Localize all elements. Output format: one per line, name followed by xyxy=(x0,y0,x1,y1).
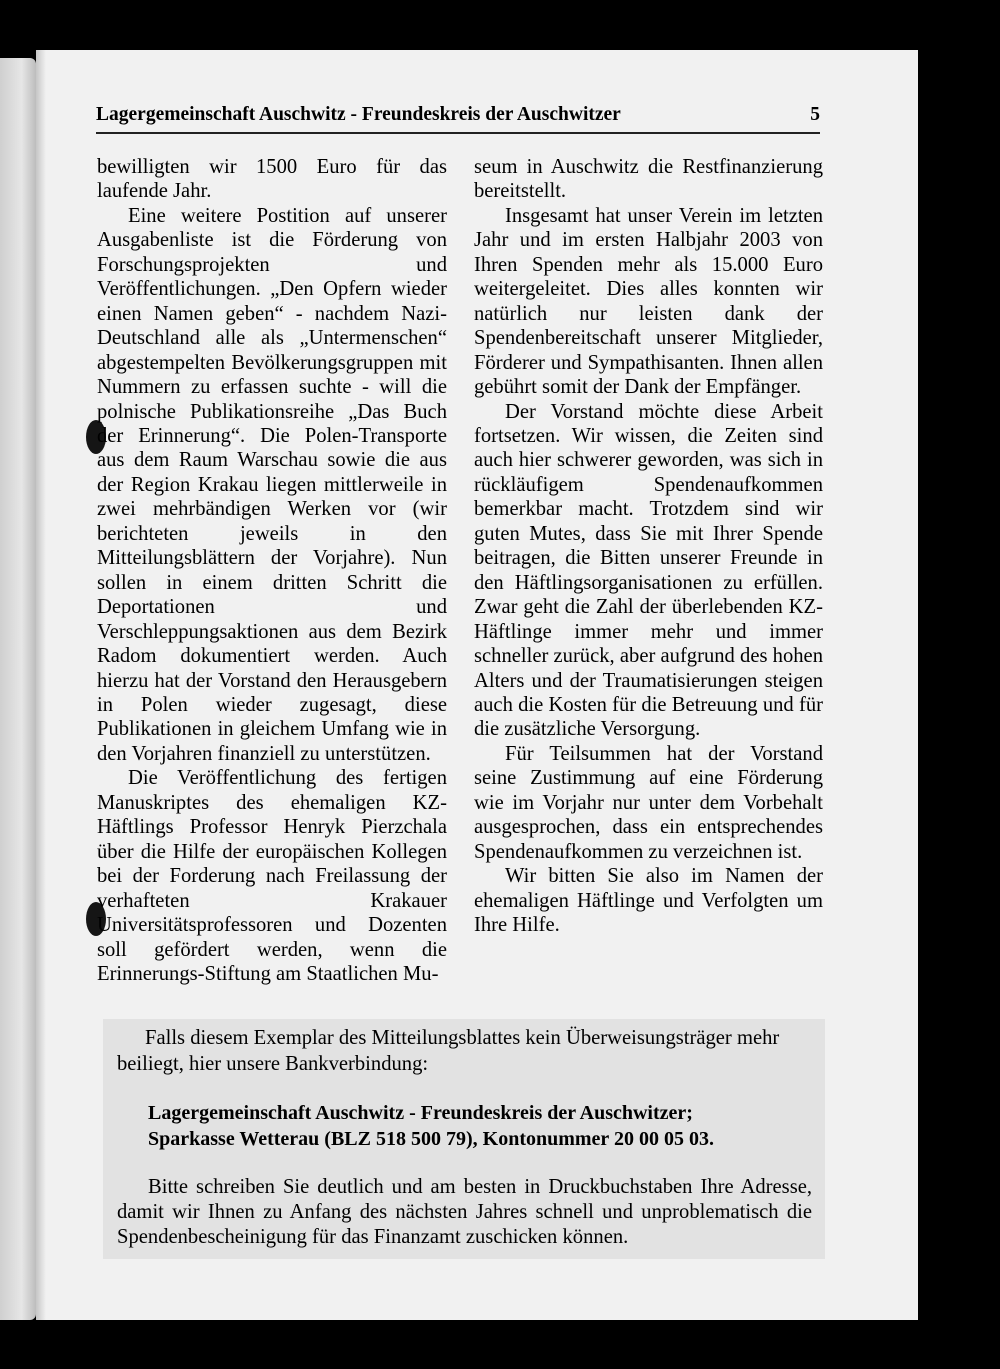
paragraph: Eine weitere Postition auf unserer Ausgabenliste ist die Förderung von Forschungsprojekten und Veröffentlichungen. „Den Opfern wieder einen Namen geben“ - nachdem Nazi-Deutschland alle als „Untermenschen“ abgestempelten Bevölkerungsgruppen mit Nummern zu erfassen suchte - will die polnische Publikationsreihe „Das Buch der Erinnerung“. Die Polen-Transporte aus dem Raum Warschau sowie die aus der Region Krakau liegen mittlerweile in zwei mehrbändigen Werken vor (wir berichteten jeweils in den Mitteilungsblättern der Vorjahre). Nun sollen in einem dritten Schritt die Deportationen und Verschleppungsaktionen aus dem Bezirk Radom dokumentiert werden. Auch hierzu hat der Vorstand den Herausgebern in Polen wieder zugesagt, diese Publikationen in gleichem Umfang wie in den Vorjahren finanziell zu unterstützen. xyxy=(97,204,447,765)
left-page-edge xyxy=(0,58,36,1320)
address-request: Bitte schreiben Sie deutlich und am besten in Druckbuchstaben Ihre Adresse, damit wir Ihnen zu Anfang des nächsten Jahres schnell und unproblematisch die Spendenbescheinigung für das Finanzamt zuschicken können. xyxy=(117,1176,812,1248)
paragraph: bewilligten wir 1500 Euro für das laufende Jahr. xyxy=(97,156,447,203)
paragraph: Die Veröffentlichung des fertigen Manuskriptes des ehemaligen KZ-Häftlings Professor Henryk Pierzchala über die Hilfe der europäischen Kollegen bei der Forderung nach Freilassung der verhafteten Krakauer Universitätsprofessoren und Dozenten soll gefördert werden, wenn die Erinnerungs-Stiftung am Staatlichen Mu- xyxy=(97,767,447,985)
page-gutter-shadow xyxy=(36,50,46,1320)
paragraph: Insgesamt hat unser Verein im letzten Jahr und im ersten Halbjahr 2003 von Ihren Spenden mehr als 15.000 Euro weitergeleitet. Dies alles konnten wir natürlich nur leisten dank der Spendenbereitschaft unserer Mitglieder, Förderer und Sympathisanten. Ihnen allen gebührt somit der Dank der Empfänger. xyxy=(474,204,823,399)
paragraph: Der Vorstand möchte diese Arbeit fortsetzen. Wir wissen, die Zeiten sind auch hier schwerer geworden, was sich in rückläufigem Spendenaufkommen bemerkbar macht. Trotzdem sind wir guten Mutes, dass Sie mit Ihrer Spende beitragen, die Bitten unserer Freunde in den Häftlingsorganisationen zu erfüllen. Zwar geht die Zahl der überlebenden KZ-Häftlinge immer mehr und immer schneller zurück, aber aufgrund des hohen Alters und der Traumatisierungen steigen auch die Kosten für die Betreuung und für die zusätzliche Versorgung. xyxy=(474,400,823,741)
text-column-left xyxy=(97,155,447,986)
bank-details-box xyxy=(103,1019,825,1259)
text-column-right xyxy=(474,155,823,938)
paragraph: seum in Auschwitz die Restfinanzierung bereitstellt. xyxy=(474,156,823,203)
page-header xyxy=(96,104,820,134)
bank-intro: Falls diesem Exemplar des Mitteilungsblattes kein Überweisungsträger mehr beiliegt, hier unsere Bankverbindung: xyxy=(117,1027,780,1075)
paragraph: Für Teilsummen hat der Vorstand seine Zustimmung auf eine Förderung wie im Vorjahr nur unter dem Vorbehalt ausgesprochen, dass ein entsprechendes Spendenaufkommen zu verzeichnen ist. xyxy=(474,742,823,863)
paragraph: Wir bitten Sie also im Namen der ehemaligen Häftlinge und Verfolgten um Ihre Hilfe. xyxy=(474,865,823,937)
bank-account-details xyxy=(148,1100,714,1152)
page-number: 5 xyxy=(810,104,820,125)
bank-line: Sparkasse Wetterau (BLZ 518 500 79), Kontonummer 20 00 05 03. xyxy=(148,1128,714,1150)
header-title: Lagergemeinschaft Auschwitz - Freundeskreis der Auschwitzer xyxy=(96,104,621,125)
account-holder: Lagergemeinschaft Auschwitz - Freundeskreis der Auschwitzer; xyxy=(148,1102,693,1124)
